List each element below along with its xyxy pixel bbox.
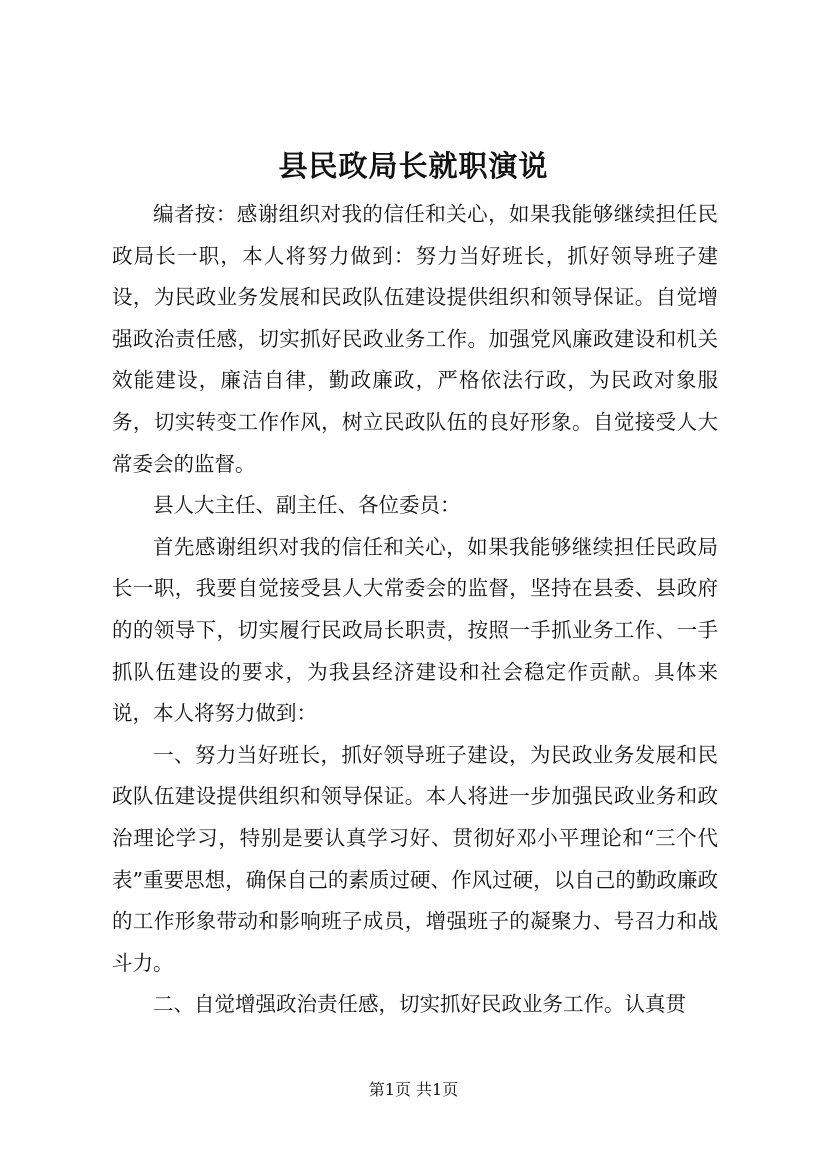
- document-title: 县民政局长就职演说: [278, 149, 549, 183]
- page-number-footer: 第1页 共1页: [368, 1080, 459, 1099]
- point-one-paragraph: 一、努力当好班长，抓好领导班子建设，为民政业务发展和民政队伍建设提供组织和领导保证。本人将进一步加强民政业务和政治理论学习，特别是要认真学习好、贯彻好邓小平理论和“三个代表”重要思想，确保自己的素质过硬、作风过硬，以自己的勤政廉政的工作形象带动和影响班子成员，增强班子的凝聚力、号召力和战斗力。: [112, 742, 718, 975]
- point-two-paragraph: 二、自觉增强政治责任感，切实抓好民政业务工作。认真贯: [153, 992, 686, 1017]
- document-body: [112, 194, 718, 1026]
- opening-paragraph: 首先感谢组织对我的信任和关心，如果我能够继续担任民政局长一职，我要自觉接受县人大常委会的监督，坚持在县委、县政府的的领导下，切实履行民政局长职责，按照一手抓业务工作、一手抓队伍建设的要求，为我县经济建设和社会稳定作贡献。具体来说，本人将努力做到：: [112, 534, 718, 726]
- editor-note-paragraph: 编者按：感谢组织对我的信任和关心，如果我能够继续担任民政局长一职，本人将努力做到：努力当好班长，抓好领导班子建设，为民政业务发展和民政队伍建设提供组织和领导保证。自觉增强政治责任感，切实抓好民政业务工作。加强党风廉政建设和机关效能建设，廉洁自律，勤政廉政，严格依法行政，为民政对象服务，切实转变工作作风，树立民政队伍的良好形象。自觉接受人大常委会的监督。: [112, 202, 718, 476]
- salutation-paragraph: 县人大主任、副主任、各位委员：: [153, 493, 461, 518]
